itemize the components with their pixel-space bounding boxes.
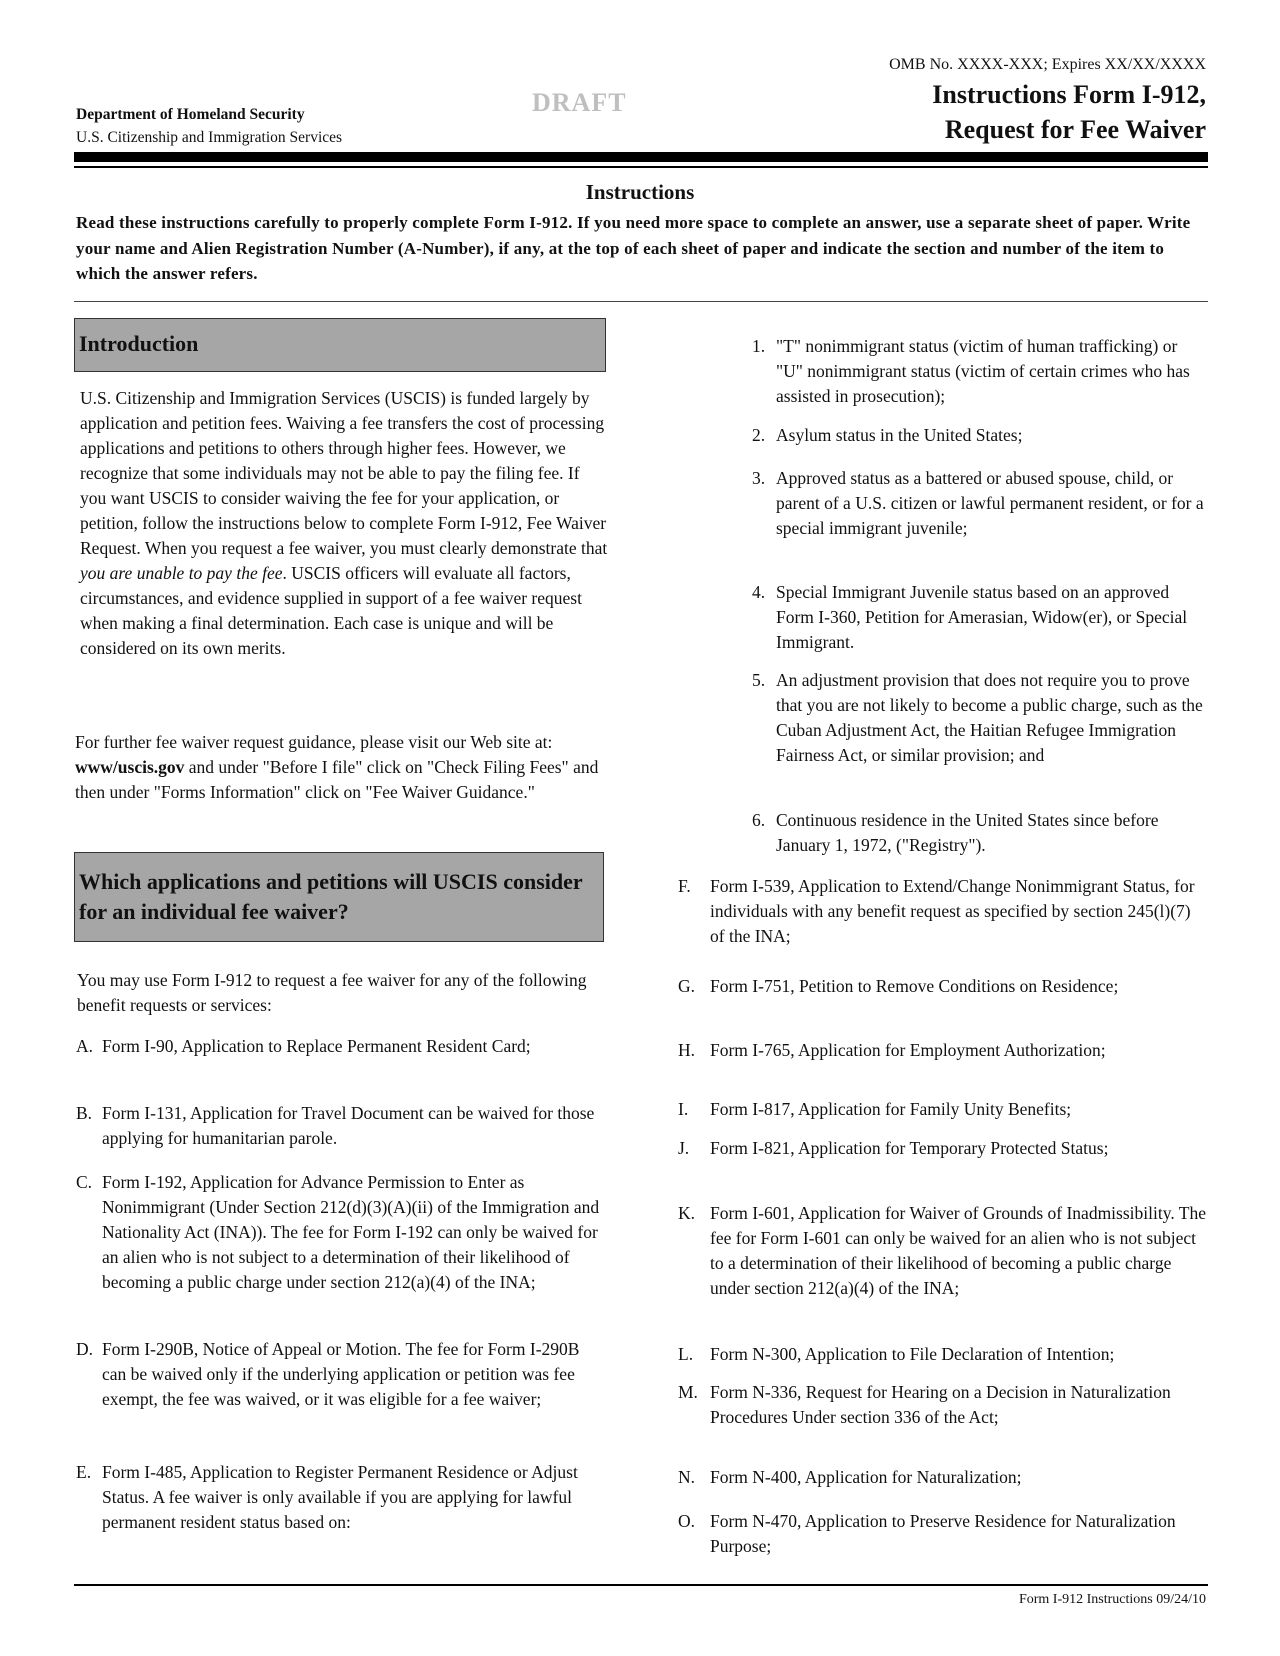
which-heading-box (74, 852, 604, 942)
list-text: Form I-765, Application for Employment Authorization; (710, 1040, 1106, 1060)
draft-watermark: DRAFT (532, 88, 627, 117)
list-text: Form I-751, Petition to Remove Conditions on Residence; (710, 976, 1119, 996)
list-text: Form N-470, Application to Preserve Residence for Naturalization Purpose; (710, 1511, 1176, 1556)
instructions-text: Read these instructions carefully to properly complete Form I-912. If you need more space to complete an answer, use a separate sheet of paper. Write your name and Alien Registration Number (A-Number), if any, at the top of each sheet of paper and indicate the section and number of the item to which the answer refers. (76, 213, 1191, 283)
list-label: C. (76, 1172, 93, 1192)
instructions-heading: Instructions (585, 180, 695, 204)
list-label: D. (76, 1339, 94, 1359)
list-text: Form I-821, Application for Temporary Protected Status; (710, 1138, 1109, 1158)
section-divider (74, 301, 1208, 302)
header-thin-rule (74, 166, 1208, 168)
sub-item-2 (752, 423, 1208, 448)
list-item-h (678, 1038, 1208, 1063)
sub-item-5 (752, 668, 1208, 768)
list-item-e (76, 1460, 606, 1535)
sub-text: "T" nonimmigrant status (victim of human trafficking) or "U" nonimmigrant status (victim of certain crimes who has assisted in prosecution); (776, 336, 1190, 406)
sub-label: 2. (752, 425, 766, 445)
guidance-paragraph (75, 730, 605, 805)
list-label: O. (678, 1511, 696, 1531)
introduction-heading-box (74, 318, 606, 372)
list-item-j (678, 1136, 1208, 1161)
list-text: Form N-336, Request for Hearing on a Decision in Naturalization Procedures Under section 336 of the Act; (710, 1382, 1171, 1427)
list-item-o (678, 1509, 1208, 1559)
sub-item-3 (752, 466, 1208, 541)
sub-text: An adjustment provision that does not require you to prove that you are not likely to become a public charge, such as the Cuban Adjustment Act, the Haitian Refugee Immigration Fairness Act, or similar provision; and (776, 670, 1203, 765)
list-label: G. (678, 976, 696, 996)
list-item-k (678, 1201, 1208, 1301)
sub-text: Continuous residence in the United States since before January 1, 1972, ("Registry"). (776, 810, 1159, 855)
guidance-text-b: and under "Before I file" click on "Check Filing Fees" and then under "Forms Information" click on "Fee Waiver Guidance." (75, 757, 599, 802)
sub-label: 5. (752, 670, 766, 690)
list-text: Form I-539, Application to Extend/Change Nonimmigrant Status, for individuals with any benefit request as specified by section 245(l)(7) of the INA; (710, 876, 1195, 946)
footer-rule (74, 1584, 1208, 1586)
list-text: Form I-290B, Notice of Appeal or Motion. The fee for Form I-290B can be waived only if the underlying application or petition was fee exempt, the fee was waived, or it was eligible for a fee waiver; (102, 1339, 580, 1409)
list-text: Form I-601, Application for Waiver of Grounds of Inadmissibility. The fee for Form I-601 can only be waived for an alien who is not subject to a determination of their likelihood of becoming a public charge under section 212(a)(4) of the INA; (710, 1203, 1206, 1298)
uscis-website-link[interactable]: www/uscis.gov (75, 757, 185, 777)
sub-item-4 (752, 580, 1208, 655)
list-label: E. (76, 1462, 92, 1482)
list-item-c (76, 1170, 606, 1295)
list-item-a (76, 1034, 606, 1059)
agency-name: U.S. Citizenship and Immigration Services (76, 129, 343, 146)
list-label: F. (678, 876, 691, 896)
list-text: Form N-400, Application for Naturalization; (710, 1467, 1022, 1487)
list-text: Form I-817, Application for Family Unity Benefits; (710, 1099, 1072, 1119)
form-title-line1: Instructions Form I-912, (932, 80, 1206, 109)
list-item-n (678, 1465, 1208, 1490)
list-item-b (76, 1101, 606, 1151)
list-label: A. (76, 1036, 94, 1056)
list-text: Form N-300, Application to File Declaration of Intention; (710, 1344, 1115, 1364)
list-item-l (678, 1342, 1208, 1367)
header-thick-rule (74, 152, 1208, 162)
which-heading: Which applications and petitions will USCIS consider for an individual fee waiver? (79, 869, 583, 924)
list-label: K. (678, 1203, 696, 1223)
list-text: Form I-90, Application to Replace Permanent Resident Card; (102, 1036, 531, 1056)
sub-label: 3. (752, 468, 766, 488)
introduction-heading: Introduction (79, 331, 199, 356)
sub-item-1 (752, 334, 1208, 409)
list-item-m (678, 1380, 1208, 1430)
list-item-f (678, 874, 1208, 949)
intro-text-a: U.S. Citizenship and Immigration Services (USCIS) is funded largely by application and petition fees. Waiving a fee transfers the cost of processing applications and petitions to others through higher fees. However, we recognize that some individuals may not be able to pay the filing fee. If you want USCIS to consider waiving the fee for your application, or petition, follow the instructions below to complete Form I-912, Fee Waiver Request. When you request a fee waiver, you must clearly demonstrate that (80, 388, 608, 558)
list-label: N. (678, 1467, 696, 1487)
sub-label: 4. (752, 582, 766, 602)
list-item-i (678, 1097, 1208, 1122)
list-text: Form I-131, Application for Travel Document can be waived for those applying for humanitarian parole. (102, 1103, 595, 1148)
form-title-line2: Request for Fee Waiver (944, 115, 1206, 144)
list-label: J. (678, 1138, 690, 1158)
sub-item-6 (752, 808, 1208, 858)
list-text: Form I-192, Application for Advance Permission to Enter as Nonimmigrant (Under Section 212(d)(3)(A)(ii) of the Immigration and Nationality Act (INA)). The fee for Form I-192 can only be waived for an alien who is not subject to a determination of their likelihood of becoming a public charge under section 212(a)(4) of the INA; (102, 1172, 600, 1292)
guidance-text-a: For further fee waiver request guidance, please visit our Web site at: (75, 732, 553, 752)
sub-text: Approved status as a battered or abused spouse, child, or parent of a U.S. citizen or lawful permanent resident, or for a special immigrant juvenile; (776, 468, 1204, 538)
sub-label: 6. (752, 810, 766, 830)
list-label: B. (76, 1103, 93, 1123)
sub-label: 1. (752, 336, 766, 356)
list-label: L. (678, 1344, 694, 1364)
sub-text: Asylum status in the United States; (776, 425, 1023, 445)
list-label: M. (678, 1382, 698, 1402)
footer-form-edition: Form I-912 Instructions 09/24/10 (1018, 1592, 1206, 1607)
list-text: Form I-485, Application to Register Permanent Residence or Adjust Status. A fee waiver is only available if you are applying for lawful permanent resident status based on: (102, 1462, 578, 1532)
intro-text-b: . USCIS officers will evaluate all factors, circumstances, and evidence supplied in support of a fee waiver request when making a final determination. Each case is unique and will be considered on its own merits. (80, 563, 582, 658)
department-name: Department of Homeland Security (76, 106, 305, 123)
which-lead-text: You may use Form I-912 to request a fee waiver for any of the following benefit requests or services: (77, 970, 587, 1015)
list-item-d (76, 1337, 606, 1412)
list-label: H. (678, 1040, 696, 1060)
list-label: I. (678, 1099, 689, 1119)
sub-text: Special Immigrant Juvenile status based on an approved Form I-360, Petition for Amerasian, Widow(er), or Special Immigrant. (776, 582, 1188, 652)
intro-text-emphasis: you are unable to pay the fee (80, 563, 283, 583)
introduction-paragraph (80, 386, 610, 661)
list-item-g (678, 974, 1208, 999)
omb-number: OMB No. XXXX-XXX; Expires XX/XX/XXXX (889, 56, 1206, 73)
